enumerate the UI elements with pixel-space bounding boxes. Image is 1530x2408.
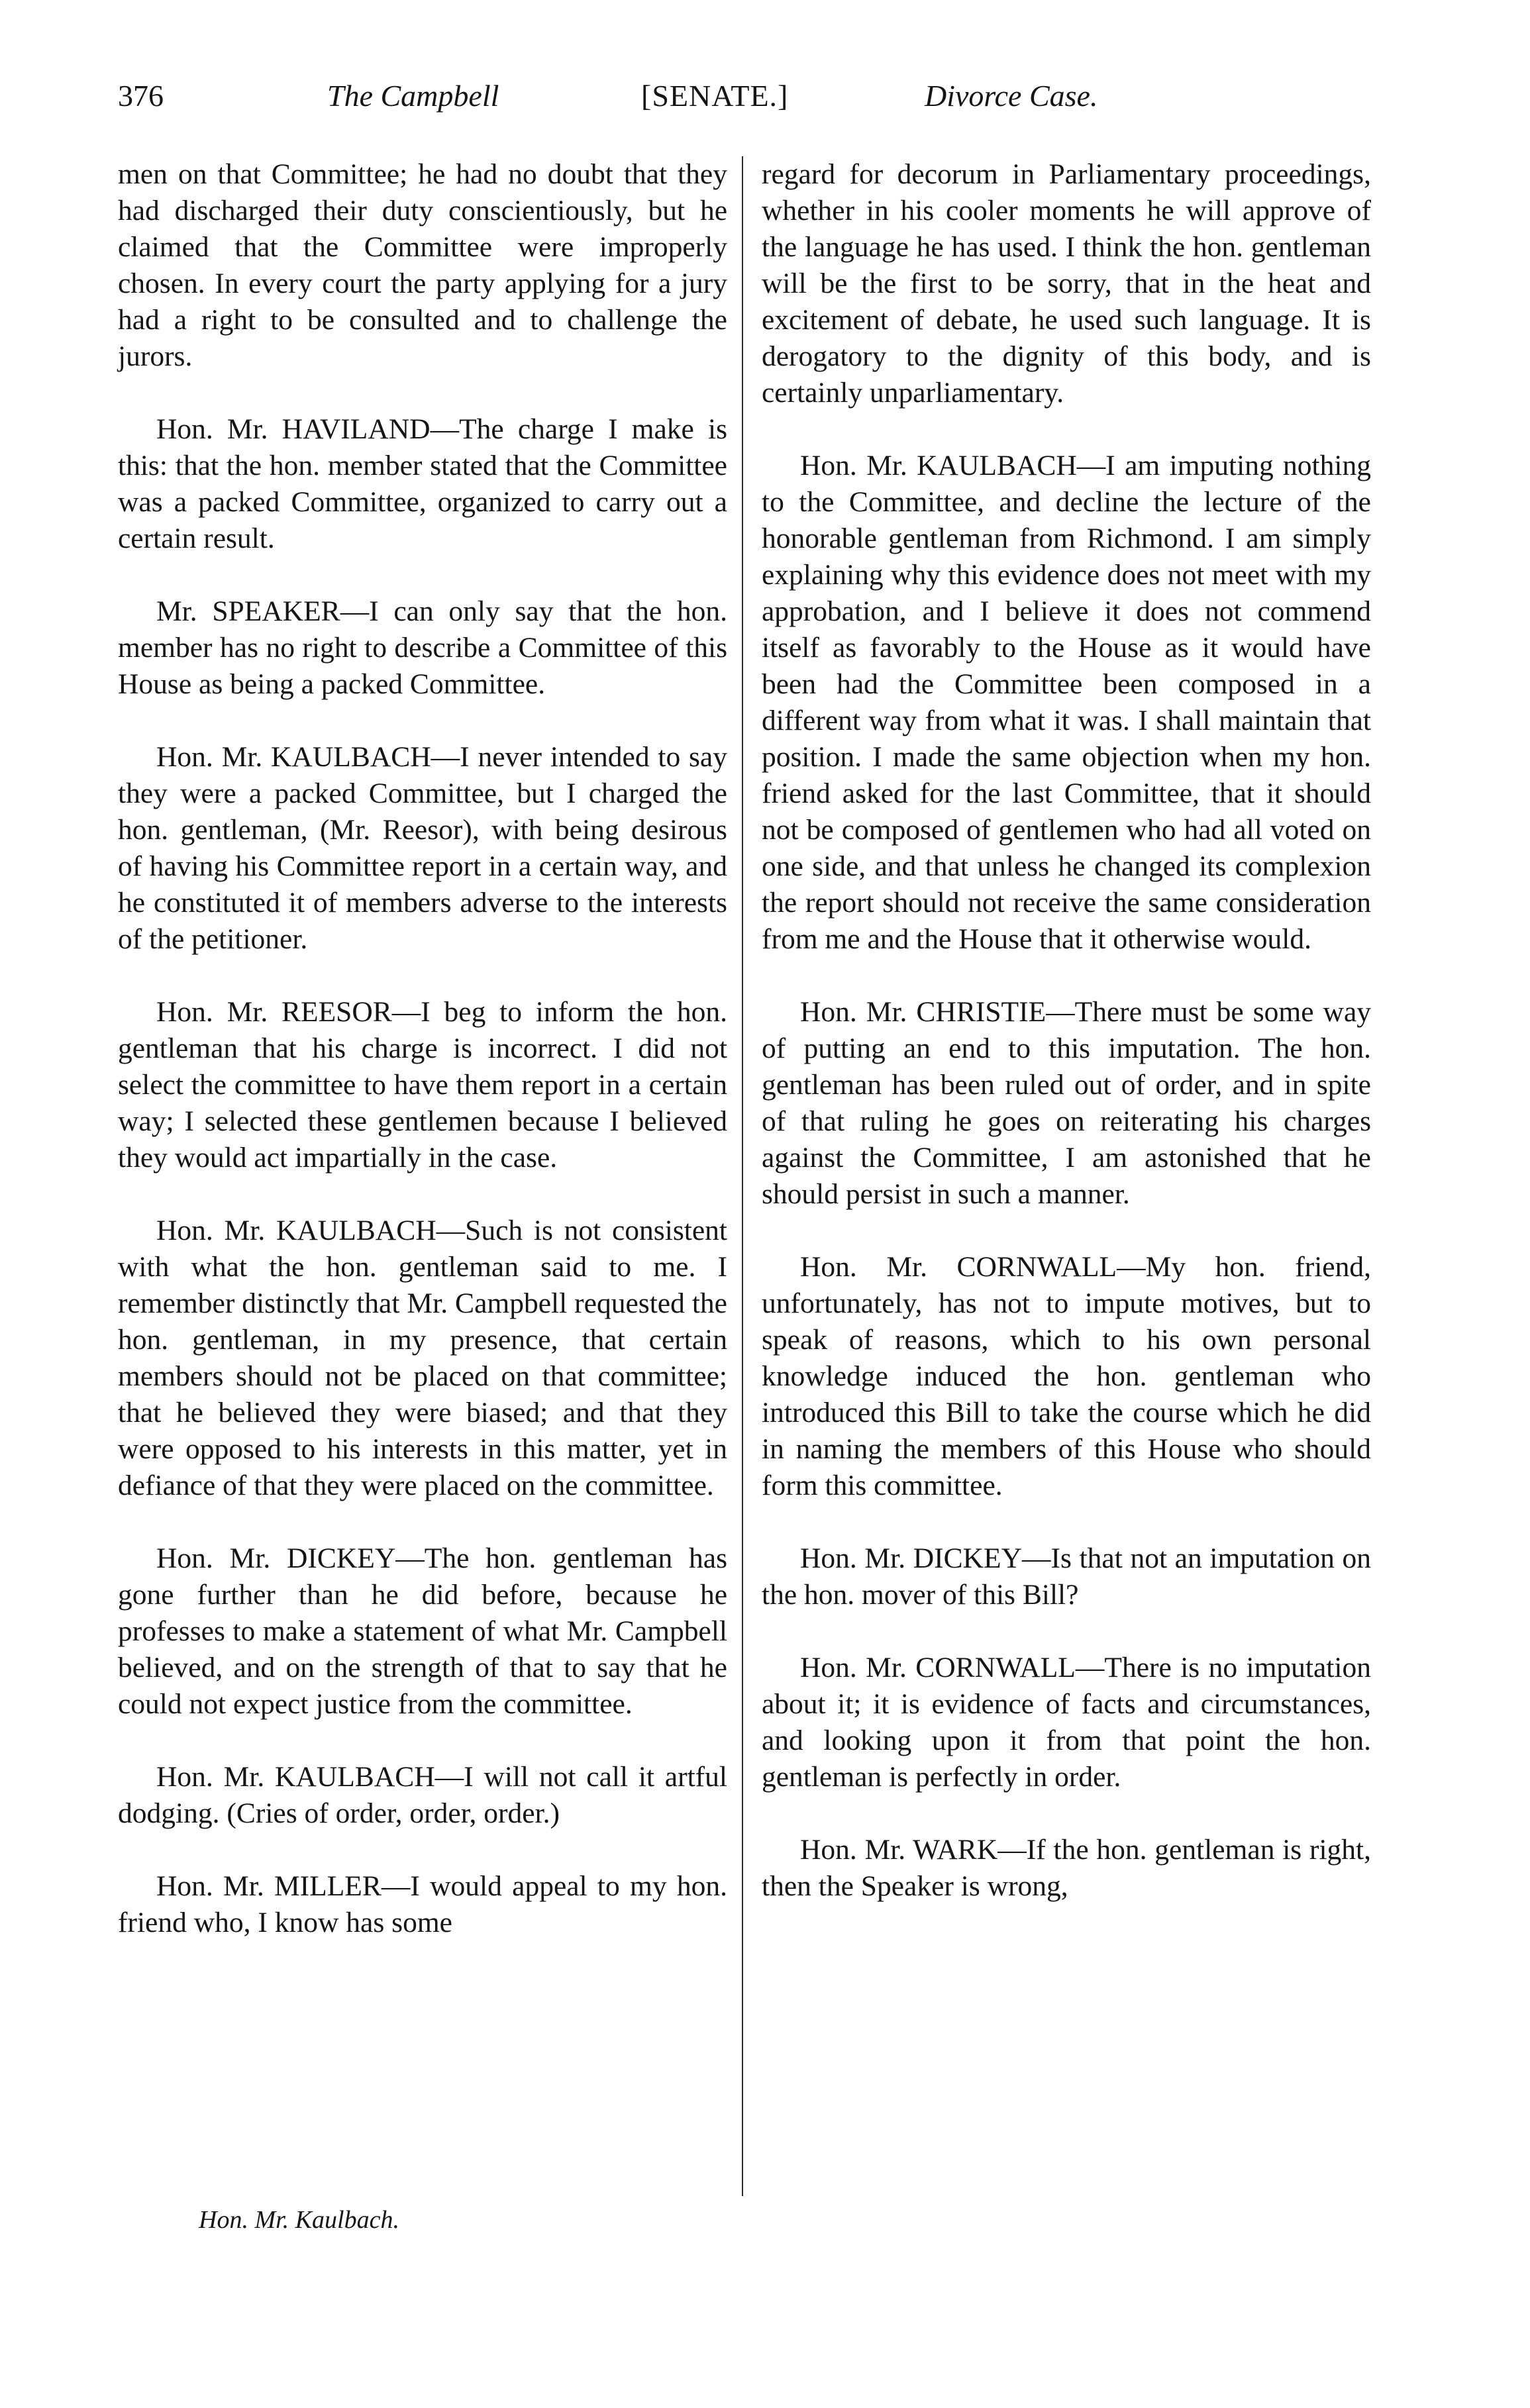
speaker-name: Mr. SPEAKER [156,595,340,627]
running-title-right: Divorce Case. [925,79,1098,113]
page-number: 376 [118,79,164,113]
speech-text: men on that Committee; he had no doubt that they had discharged their duty conscientiously, but he claimed that the Committee were improperly chosen. In every court the party applying for a jury had a right to be consulted and to challenge the jurors. [118,158,727,372]
running-title-left: The Campbell [327,79,499,113]
speaker-name: Hon. Mr. KAULBACH [156,1215,436,1246]
speech-text: —I would appeal to my hon. friend who, I know has some [118,1870,727,1938]
speech-text: regard for decorum in Parliamentary proceedings, whether in his cooler moments he will approve of the language he has used. I think the hon. gentleman will be the first to be sorry, that in the heat and excitement of debate, he used such language. It is derogatory to the dignity of this body, and is certainly unparliamentary. [762,158,1371,409]
speech-text: —I will not call it artful dodging. (Cries of order, order, order.) [118,1761,727,1829]
speech-text: —Such is not consistent with what the hon. gentleman said to me. I remember distinctly that Mr. Campbell requested the hon. gentleman, in my presence, that certain members should not be placed on that committee; that he believed they were biased; and that they were opposed to his interests in this matter, yet in defiance of that they were placed on the committee. [118,1215,727,1501]
paragraph [118,411,727,557]
speech-text: —I never intended to say they were a packed Committee, but I charged the hon. gentleman, (Mr. Reesor), with being desirous of having his Committee report in a certain way, and he constituted it of members adverse to the interests of the petitioner. [118,741,727,955]
paragraph [118,1868,727,1941]
paragraph [762,156,1371,411]
speech-text: —If the hon. gentleman is right, then the Speaker is wrong, [762,1834,1371,1902]
column-divider [742,156,743,2196]
running-header [118,78,1390,131]
paragraph [118,994,727,1176]
paragraph [118,1759,727,1832]
running-title-center: [SENATE.] [641,79,789,113]
paragraph [762,994,1371,1213]
paragraph [762,1832,1371,1905]
speaker-name: Hon. Mr. KAULBACH [156,1761,435,1793]
paragraph [762,1650,1371,1795]
speaker-name: Hon. Mr. HAVILAND [156,413,431,445]
speech-text: —I am imputing nothing to the Committee, and decline the lecture of the honorable gentleman from Richmond. I am simply explaining why this evidence does not meet with my approbation, and I believe it does not commend itself as favorably to the House as it would have been had the Committee been composed in a different way from what it was. I shall maintain that position. I made the same objection when my hon. friend asked for the last Committee, that it should not be composed of gentlemen who had all voted on one side, and that unless he changed its complexion the report should not receive the same consideration from me and the House that it otherwise would. [762,450,1371,955]
right-column [762,156,1371,1941]
speech-text: —The charge I make is this: that the hon. member stated that the Committee was a packed Committee, organized to carry out a certain result. [118,413,727,554]
paragraph [118,739,727,958]
speech-text: —I can only say that the hon. member has no right to describe a Committee of this House as being a packed Committee. [118,595,727,700]
paragraph [762,1540,1371,1613]
speaker-name: Hon. Mr. CORNWALL [800,1652,1076,1683]
paragraph [118,593,727,703]
speaker-name: Hon. Mr. CHRISTIE [800,996,1046,1028]
left-column [118,156,727,1978]
speech-text: —My hon. friend, unfortunately, has not to impute motives, but to speak of reasons, which to his own personal knowledge induced the hon. gentleman who introduced this Bill to take the course which he did in naming the members of this House who should form this committee. [762,1251,1371,1501]
speaker-name: Hon. Mr. DICKEY [800,1542,1023,1574]
speaker-name: Hon. Mr. MILLER [156,1870,382,1902]
paragraph [118,156,727,375]
paragraph [762,448,1371,958]
speaker-name: Hon. Mr. WARK [800,1834,998,1866]
speech-text: —Is that not an imputation on the hon. mover of this Bill? [762,1542,1371,1611]
paragraph [118,1213,727,1504]
speech-text: —There must be some way of putting an end to this imputation. The hon. gentleman has been ruled out of order, and in spite of that ruling he goes on reiterating his charges against the Committee, I am astonished that he should persist in such a manner. [762,996,1372,1210]
catchword: Hon. Mr. Kaulbach. [199,2206,399,2234]
speech-text: —The hon. gentleman has gone further than he did before, because he professes to make a statement of what Mr. Campbell believed, and on the strength of that to say that he could not expect justice from the committee. [118,1542,727,1720]
speech-text: —I beg to inform the hon. gentleman that his charge is incorrect. I did not select the committee to have them report in a certain way; I selected these gentlemen because I believed they would act impartially in the case. [118,996,727,1174]
speaker-name: Hon. Mr. CORNWALL [800,1251,1117,1283]
speaker-name: Hon. Mr. KAULBACH [800,450,1077,481]
paragraph [118,1540,727,1723]
speaker-name: Hon. Mr. DICKEY [156,1542,396,1574]
paragraph [762,1249,1371,1504]
speaker-name: Hon. Mr. REESOR [156,996,392,1028]
speaker-name: Hon. Mr. KAULBACH [156,741,431,773]
speech-text: —There is no imputation about it; it is evidence of facts and circumstances, and looking upon it from that point the hon. gentleman is perfectly in order. [762,1652,1371,1793]
